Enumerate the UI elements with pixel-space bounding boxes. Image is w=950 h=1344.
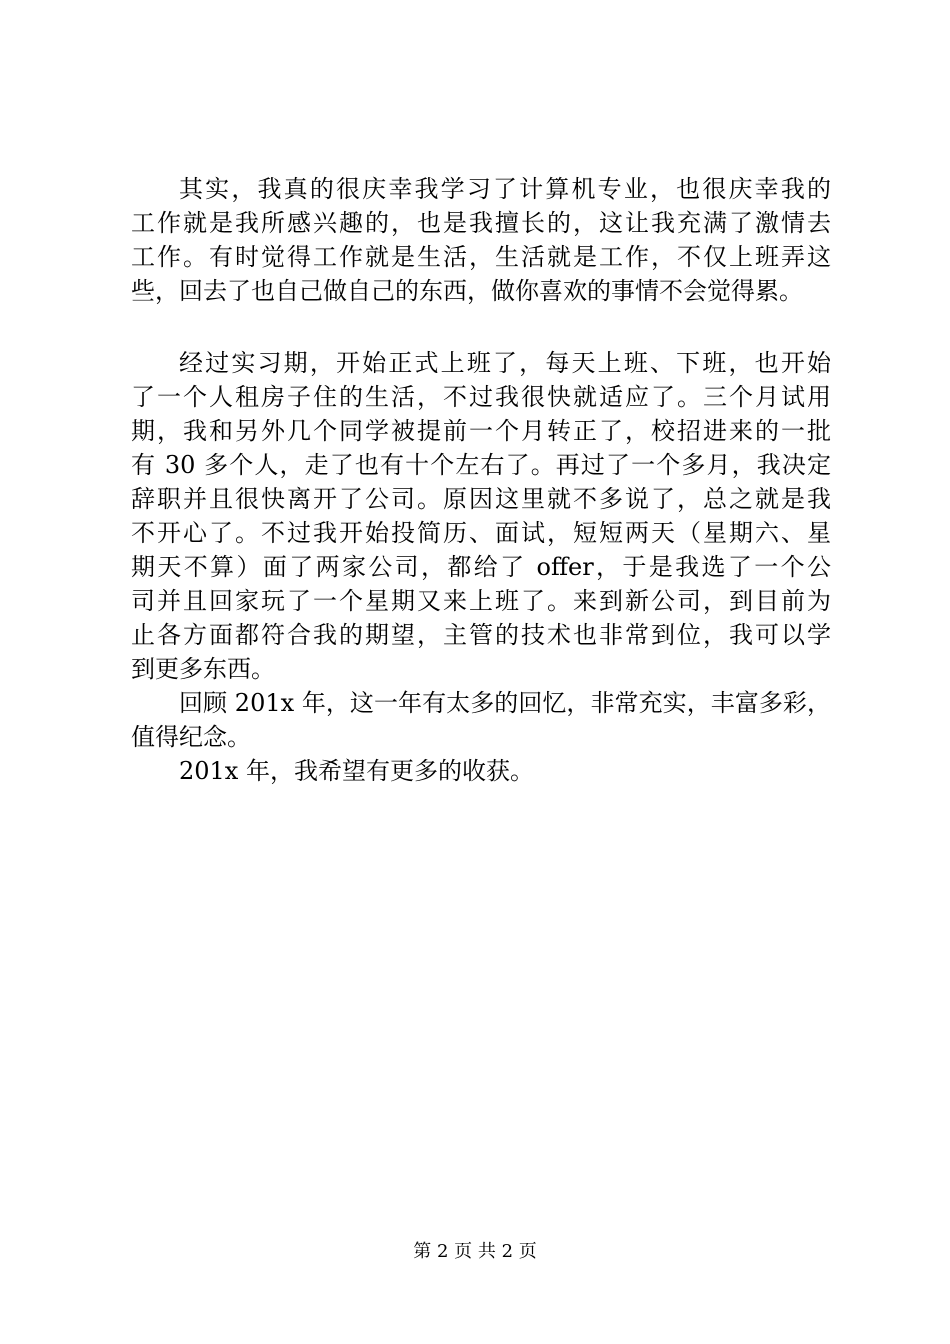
paragraph-4 — [131, 754, 831, 788]
text-line: 期天不算）面了两家公司，都给了 offer，于是我选了一个公 — [131, 553, 831, 581]
text-line: 回顾 201x 年，这一年有太多的回忆，非常充实，丰富多彩， — [179, 689, 831, 717]
page-number-label: 第 2 页 共 2 页 — [413, 1241, 537, 1262]
text-line: 辞职并且很快离开了公司。原因这里就不多说了，总之就是我 — [131, 485, 831, 513]
text-line: 不开心了。不过我开始投简历、面试，短短两天（星期六、星 — [131, 519, 831, 547]
page-footer — [0, 1240, 950, 1264]
text-line: 工作就是我所感兴趣的，也是我擅长的，这让我充满了激情去 — [131, 209, 831, 237]
text-line: 值得纪念。 — [131, 723, 251, 751]
text-line: 些，回去了也自己做自己的东西，做你喜欢的事情不会觉得累。 — [131, 277, 803, 305]
paragraph-1 — [131, 172, 831, 308]
text-line: 其实，我真的很庆幸我学习了计算机专业，也很庆幸我的 — [179, 175, 831, 203]
text-line: 期，我和另外几个同学被提前一个月转正了，校招进来的一批 — [131, 417, 831, 445]
paragraph-spacer — [131, 308, 831, 346]
text-line: 201x 年，我希望有更多的收获。 — [179, 757, 534, 785]
text-line: 到更多东西。 — [131, 655, 275, 683]
text-line: 有 30 多个人，走了也有十个左右了。再过了一个多月，我决定 — [131, 451, 831, 479]
text-line: 了一个人租房子住的生活，不过我很快就适应了。三个月试用 — [131, 383, 831, 411]
text-line: 司并且回家玩了一个星期又来上班了。来到新公司，到目前为 — [131, 587, 831, 615]
text-line: 工作。有时觉得工作就是生活，生活就是工作，不仅上班弄这 — [131, 243, 831, 271]
paragraph-2 — [131, 346, 831, 686]
text-line: 经过实习期，开始正式上班了，每天上班、下班，也开始 — [179, 349, 831, 377]
text-line: 止各方面都符合我的期望，主管的技术也非常到位，我可以学 — [131, 621, 831, 649]
document-body — [131, 172, 831, 788]
paragraph-3 — [131, 686, 831, 754]
